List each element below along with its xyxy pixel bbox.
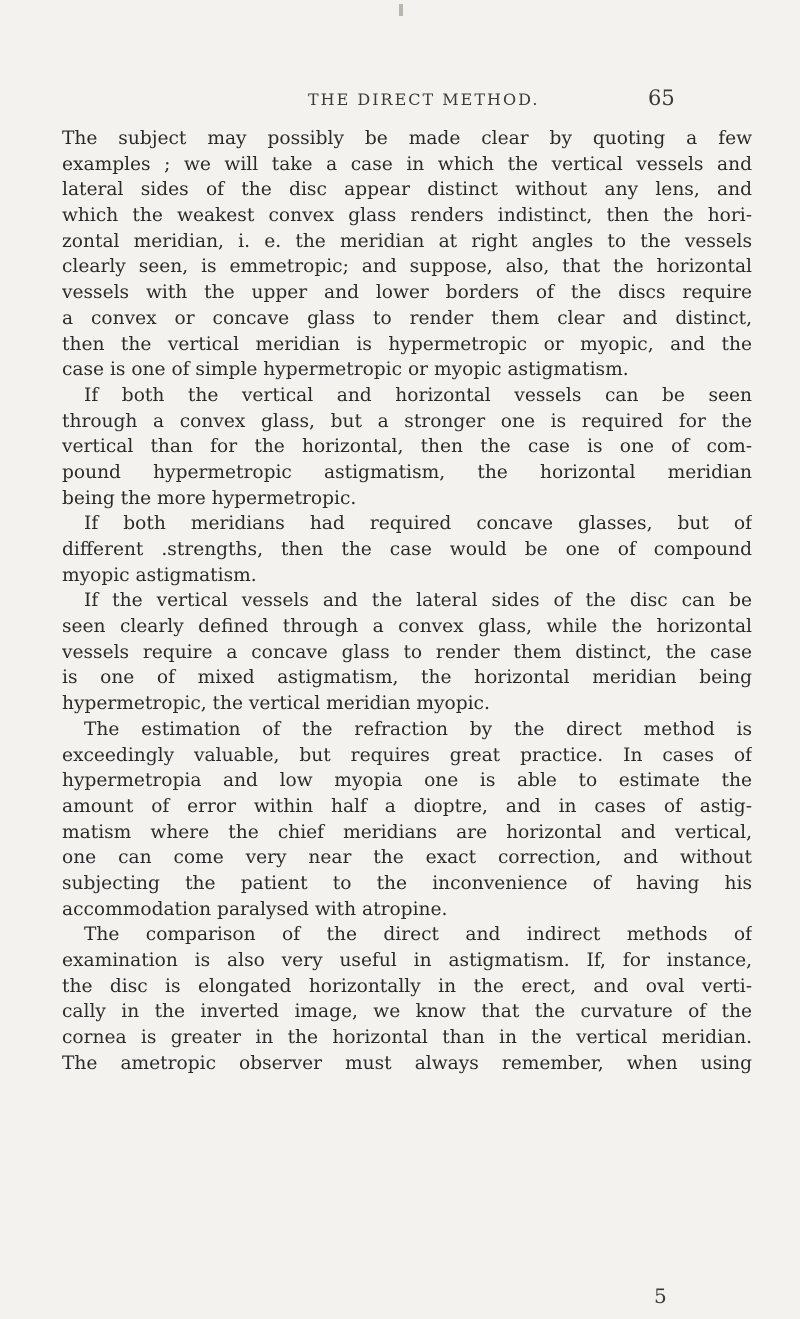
text-line: cornea is greater in the horizontal than in the vertical meridian. xyxy=(62,1027,752,1049)
text-line: different .strengths, then the case would be one of compound xyxy=(62,539,752,560)
text-line: accommodation paralysed with atropine. xyxy=(62,898,448,920)
text-line: amount of error within half a dioptre, and in cases of astig- xyxy=(62,795,752,817)
text-line: the disc is elongated horizontally in the erect, and oval verti- xyxy=(62,975,752,997)
text-line: hypermetropia and low myopia one is able to estimate the xyxy=(62,770,752,792)
text-line: hypermetropic, the vertical meridian myopic. xyxy=(62,693,490,715)
text-line: then the vertical meridian is hypermetropic or myopic, and the xyxy=(62,333,752,355)
text-line: one can come very near the exact correction, and without xyxy=(62,847,752,869)
text-line: seen clearly defined through a convex glass, while the horizontal xyxy=(62,616,752,638)
body-text xyxy=(62,126,752,1076)
text-line: The estimation of the refraction by the direct method is xyxy=(84,718,752,740)
binding-mark xyxy=(399,4,403,16)
text-line: vessels require a concave glass to render them distinct, the case xyxy=(62,641,752,663)
signature-mark: 5 xyxy=(654,1284,667,1308)
text-line: cally in the inverted image, we know that the curvature of the xyxy=(62,1001,752,1023)
page-number: 65 xyxy=(648,86,675,110)
text-line: which the weakest convex glass renders indistinct, then the hori- xyxy=(62,205,752,227)
text-line: myopic astigmatism. xyxy=(62,564,257,586)
text-line: subjecting the patient to the inconvenience of having his xyxy=(62,872,752,894)
text-line: through a convex glass, but a stronger one is required for the xyxy=(62,410,752,432)
text-line: examination is also very useful in astigmatism. If, for instance, xyxy=(62,950,752,971)
running-head xyxy=(0,86,800,120)
text-line: The ametropic observer must always remember, when using xyxy=(62,1052,752,1074)
text-line: If both meridians had required concave glasses, but of xyxy=(84,513,752,535)
text-line: examples ; we will take a case in which the vertical vessels and xyxy=(62,153,752,175)
text-line: vertical than for the horizontal, then the case is one of com- xyxy=(62,436,752,458)
text-line: lateral sides of the disc appear distinct without any lens, and xyxy=(62,179,752,201)
text-line: clearly seen, is emmetropic; and suppose, also, that the horizontal xyxy=(62,256,752,278)
text-line: The subject may possibly be made clear by quoting a few xyxy=(62,128,752,149)
text-line: If both the vertical and horizontal vessels can be seen xyxy=(84,384,752,406)
text-line: The comparison of the direct and indirect methods of xyxy=(84,924,752,946)
text-line: If the vertical vessels and the lateral sides of the disc can be xyxy=(84,590,752,612)
text-line: is one of mixed astigmatism, the horizontal meridian being xyxy=(62,667,752,689)
text-line: exceedingly valuable, but requires great practice. In cases of xyxy=(62,744,752,766)
text-line: matism where the chief meridians are horizontal and vertical, xyxy=(62,821,752,843)
text-line: vessels with the upper and lower borders of the discs require xyxy=(62,282,752,304)
text-line: zontal meridian, i. e. the meridian at right angles to the vessels xyxy=(62,230,752,252)
text-line: pound hypermetropic astigmatism, the horizontal meridian xyxy=(62,461,752,483)
running-title: THE DIRECT METHOD. xyxy=(308,90,540,109)
text-line: being the more hypermetropic. xyxy=(62,487,357,509)
text-line: a convex or concave glass to render them clear and distinct, xyxy=(62,307,752,329)
text-line: case is one of simple hypermetropic or myopic astigmatism. xyxy=(62,359,629,381)
